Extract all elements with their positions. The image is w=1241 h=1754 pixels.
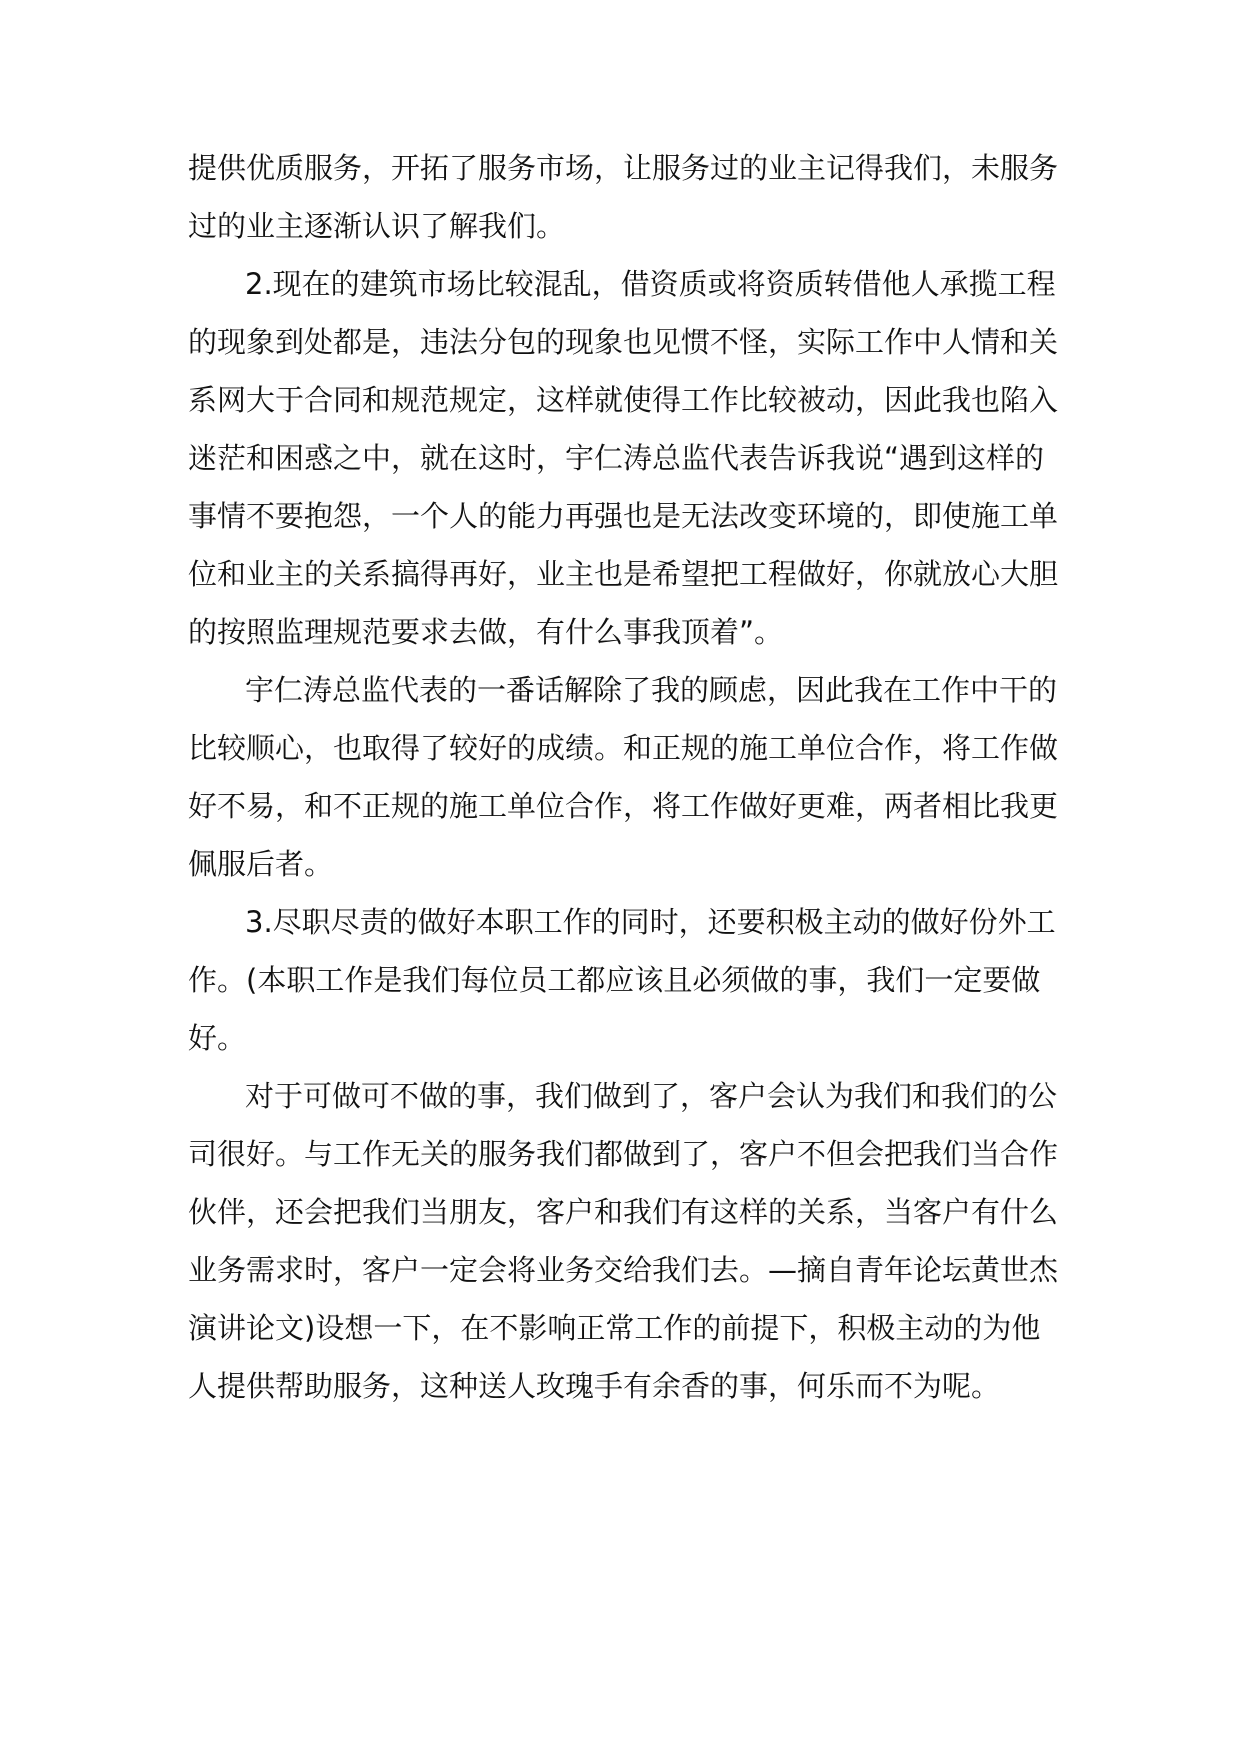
text-line: 比较顺心，也取得了较好的成绩。和正规的施工单位合作，将工作做 (188, 731, 1059, 765)
text-line: 好不易，和不正规的施工单位合作，将工作做好更难，两者相比我更 (188, 789, 1059, 823)
text-line: 人提供帮助服务，这种送人玫瑰手有余香的事，何乐而不为呢。 (188, 1369, 1001, 1403)
text-line: 演讲论文)设想一下，在不影响正常工作的前提下，积极主动的为他 (188, 1311, 1041, 1345)
text-line: 作。(本职工作是我们每位员工都应该且必须做的事，我们一定要做 (188, 963, 1041, 997)
text-line: 业务需求时，客户一定会将业务交给我们去。—摘自青年论坛黄世杰 (188, 1253, 1059, 1287)
text-line: 位和业主的关系搞得再好，业主也是希望把工程做好，你就放心大胆 (188, 557, 1059, 591)
paragraph-start-line: 2.现在的建筑市场比较混乱，借资质或将资质转借他人承揽工程 (245, 267, 1056, 301)
text-line: 的按照监理规范要求去做，有什么事我顶着”。 (188, 615, 784, 649)
text-line: 好。 (188, 1021, 247, 1055)
text-line: 事情不要抱怨，一个人的能力再强也是无法改变环境的，即使施工单 (188, 499, 1059, 533)
text-line: 司很好。与工作无关的服务我们都做到了，客户不但会把我们当合作 (188, 1137, 1059, 1171)
paragraph-start-line: 3.尽职尽责的做好本职工作的同时，还要积极主动的做好份外工 (245, 905, 1056, 939)
text-line: 伙伴，还会把我们当朋友，客户和我们有这样的关系，当客户有什么 (188, 1195, 1059, 1229)
text-line: 系网大于合同和规范规定，这样就使得工作比较被动，因此我也陷入 (188, 383, 1059, 417)
text-line: 过的业主逐渐认识了解我们。 (188, 209, 566, 243)
text-line: 迷茫和困惑之中，就在这时，宇仁涛总监代表告诉我说“遇到这样的 (188, 441, 1045, 475)
paragraph-start-line: 宇仁涛总监代表的一番话解除了我的顾虑，因此我在工作中干的 (245, 673, 1058, 707)
text-line: 佩服后者。 (188, 847, 334, 881)
paragraph-start-line: 对于可做可不做的事，我们做到了，客户会认为我们和我们的公 (245, 1079, 1058, 1113)
text-line: 提供优质服务，开拓了服务市场，让服务过的业主记得我们，未服务 (188, 151, 1059, 185)
text-line: 的现象到处都是，违法分包的现象也见惯不怪，实际工作中人情和关 (188, 325, 1059, 359)
